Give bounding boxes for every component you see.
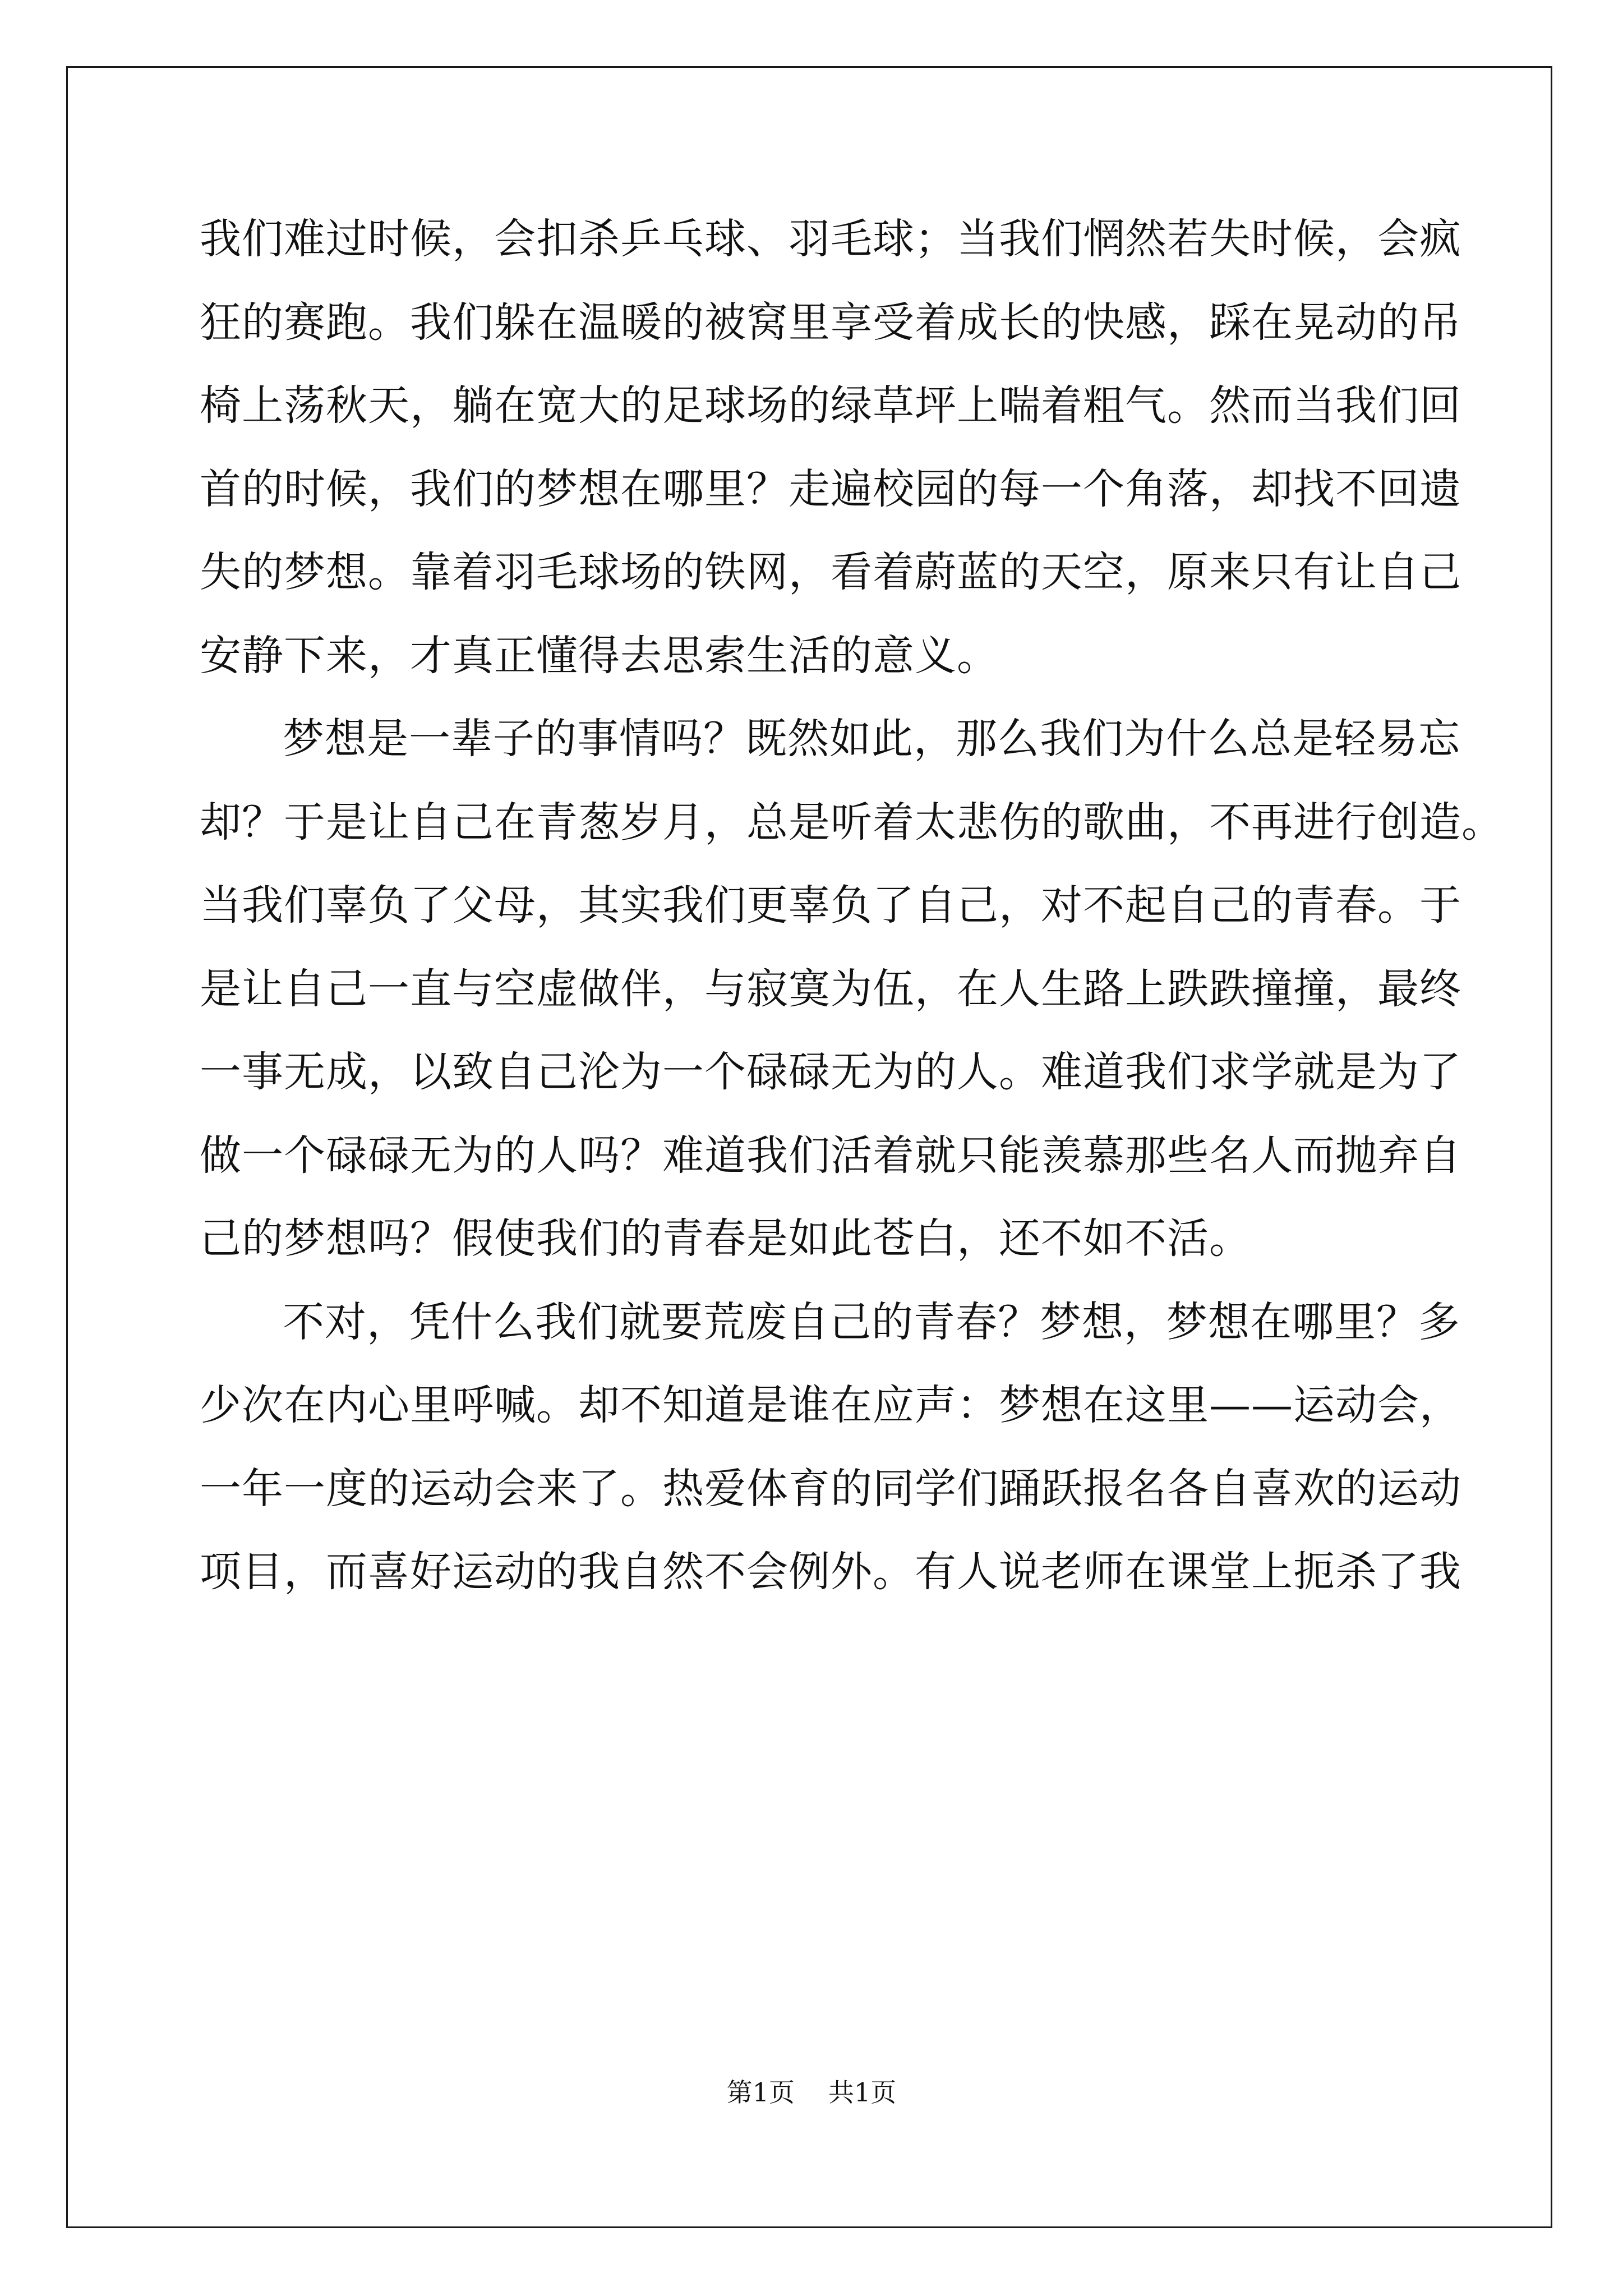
text-line: 当我们辜负了父母，其实我们更辜负了自己，对不起自己的青春。于 <box>200 881 1461 930</box>
paragraph-3 <box>200 1281 1461 1614</box>
text-line: 安静下来，才真正懂得去思索生活的意义。 <box>200 631 999 680</box>
document-body <box>200 197 1504 1614</box>
text-line: 一事无成，以致自己沦为一个碌碌无为的人。难道我们求学就是为了 <box>200 1048 1461 1096</box>
text-line: 一年一度的运动会来了。热爱体育的同学们踊跃报名各自喜欢的运动 <box>200 1464 1461 1513</box>
text-line: 却？于是让自己在青葱岁月，总是听着太悲伤的歌曲，不再进行创造。 <box>200 798 1504 846</box>
text-line: 椅上荡秋天，躺在宽大的足球场的绿草坪上喘着粗气。然而当我们回 <box>200 381 1461 430</box>
page-number-current: 第1页 <box>726 2077 795 2108</box>
text-line: 是让自己一直与空虚做伴，与寂寞为伍，在人生路上跌跌撞撞，最终 <box>200 964 1461 1013</box>
text-line: 首的时候，我们的梦想在哪里？走遍校园的每一个角落，却找不回遗 <box>200 464 1461 513</box>
page-footer <box>0 2076 1623 2109</box>
paragraph-2 <box>200 697 1504 1281</box>
page-number-total: 共1页 <box>828 2077 897 2108</box>
text-line: 梦想是一辈子的事情吗？既然如此，那么我们为什么总是轻易忘 <box>283 715 1460 763</box>
text-line: 失的梦想。靠着羽毛球场的铁网，看着蔚蓝的天空，原来只有让自己 <box>200 548 1461 596</box>
text-line: 做一个碌碌无为的人吗？难道我们活着就只能羡慕那些名人而抛弃自 <box>200 1131 1461 1180</box>
text-line: 己的梦想吗？假使我们的青春是如此苍白，还不如不活。 <box>200 1214 1251 1263</box>
text-line: 项目，而喜好运动的我自然不会例外。有人说老师在课堂上扼杀了我 <box>200 1548 1461 1596</box>
text-line: 我们难过时候，会扣杀乒乓球、羽毛球；当我们惘然若失时候，会疯 <box>200 215 1461 263</box>
text-line: 少次在内心里呼喊。却不知道是谁在应声：梦想在这里——运动会， <box>200 1381 1461 1429</box>
paragraph-1 <box>200 197 1461 697</box>
text-line: 狂的赛跑。我们躲在温暖的被窝里享受着成长的快感，踩在晃动的吊 <box>200 298 1461 347</box>
text-line: 不对，凭什么我们就要荒废自己的青春？梦想，梦想在哪里？多 <box>283 1297 1460 1346</box>
